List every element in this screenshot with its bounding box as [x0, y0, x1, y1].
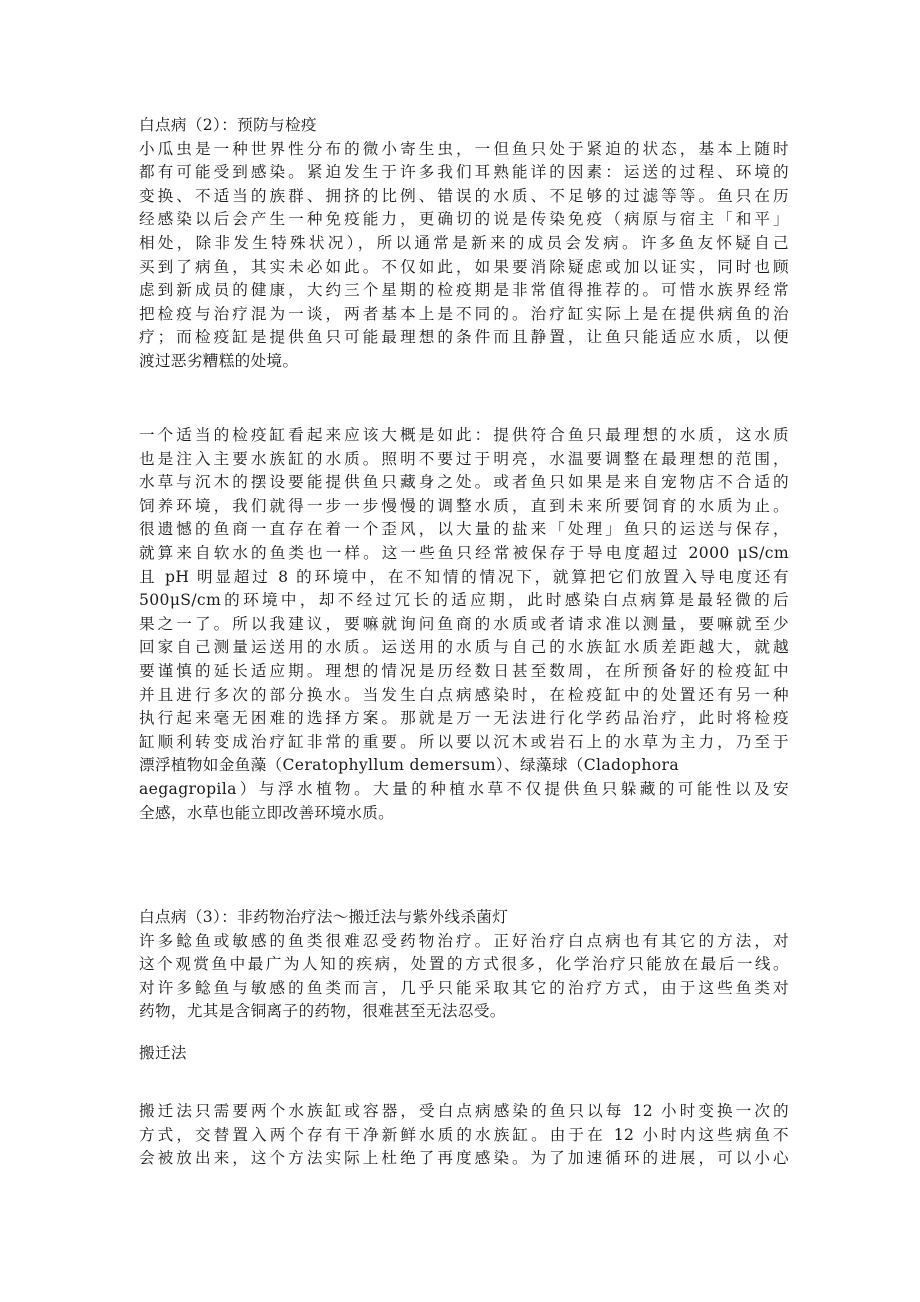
text-line: 缸顺利转变成治疗缸非常的重要。所以要以沉木或岩石上的水草为主力，乃至于 — [139, 732, 789, 751]
text-line: 全感，水草也能立即改善环境水质。 — [139, 803, 395, 822]
text-line: 许多鲶鱼或敏感的鱼类很难忍受药物治疗。正好治疗白点病也有其它的方法，对 — [139, 931, 789, 950]
text-line: 且 pH 明显超过 8 的环境中，在不知情的情况下，就算把它们放置入导电度还有 — [139, 567, 789, 586]
text-line: 也是注入主要水族缸的水质。照明不要过于明亮，水温要调整在最理想的范围， — [139, 449, 789, 468]
text-line: 漂浮植物如金鱼藻（Ceratophyllum demersum）、绿藻球（Cladophora — [139, 756, 679, 775]
text-line: 药物，尤其是含铜离子的药物，很难甚至无法忍受。 — [139, 1002, 506, 1021]
text-line: 变换、不适当的族群、拥挤的比例、错误的水质、不足够的过滤等等。鱼只在历 — [139, 186, 789, 205]
subheading-block — [139, 1042, 789, 1066]
section-3-paragraph-2 — [139, 1100, 789, 1171]
text-line: 方式，交替置入两个存有干净新鲜水质的水族缸。由于在 12 小时内这些病鱼不 — [139, 1125, 789, 1144]
section-3-title: 白点病（3）：非药物治疗法～搬迁法与紫外线杀菌灯 — [139, 908, 509, 926]
text-line: 对许多鲶鱼与敏感的鱼类而言，几乎只能采取其它的治疗方式，由于这些鱼类对 — [139, 978, 789, 997]
text-line: 搬迁法只需要两个水族缸或容器，受白点病感染的鱼只以每 12 小时变换一次的 — [139, 1102, 789, 1120]
text-line: 虑到新成员的健康，大约三个星期的检疫期是非常值得推荐的。可惜水族界经常 — [139, 281, 789, 300]
text-line: 饲养环境，我们就得一步一步慢慢的调整水质，直到未来所要饲育的水质为止。 — [139, 496, 789, 515]
text-line: 500μS/cm的环境中，却不经过冗长的适应期，此时感染白点病算是最轻微的后 — [139, 591, 789, 610]
section-2-title-block — [139, 114, 789, 138]
section-3-title-block — [139, 906, 789, 930]
text-line: 要谨慎的延长适应期。理想的情况是历经数日甚至数周，在所预备好的检疫缸中 — [139, 661, 789, 680]
text-line: 并且进行多次的部分换水。当发生白点病感染时，在检疫缸中的处置还有另一种 — [139, 685, 789, 704]
text-line: 小瓜虫是一种世界性分布的微小寄生虫，一但鱼只处于紧迫的状态，基本上随时 — [139, 139, 789, 158]
section-2-paragraph-2 — [139, 424, 789, 825]
text-line: 疗；而检疫缸是提供鱼只可能最理想的条件而且静置，让鱼只能适应水质，以便 — [139, 328, 789, 347]
text-line: 经感染以后会产生一种免疫能力，更确切的说是传染免疫（病原与宿主「和平」 — [139, 210, 789, 229]
text-line: 一个适当的检疫缸看起来应该大概是如此：提供符合鱼只最理想的水质，这水质 — [139, 426, 789, 444]
text-line: 把检疫与治疗混为一谈，两者基本上是不同的。治疗缸实际上是在提供病鱼的治 — [139, 304, 789, 323]
text-line: 很遗憾的鱼商一直存在着一个歪风，以大量的盐来「处理」鱼只的运送与保存， — [139, 520, 789, 539]
section-3-paragraph-1 — [139, 930, 789, 1024]
text-line: 就算来自软水的鱼类也一样。这一些鱼只经常被保存于导电度超过 2000 μS/cm — [139, 543, 789, 562]
text-line: 果之一了。所以我建议，要嘛就询问鱼商的水质或者请求准以测量，要嘛就至少 — [139, 614, 789, 633]
subheading-relocation-method: 搬迁法 — [139, 1044, 187, 1062]
text-line: 都有可能受到感染。紧迫发生于许多我们耳熟能详的因素：运送的过程、环境的 — [139, 163, 789, 182]
text-line: 买到了病鱼，其实未必如此。不仅如此，如果要消除疑虑或加以证实，同时也顾 — [139, 257, 789, 276]
text-line: 水草与沉木的摆设要能提供鱼只藏身之处。或者鱼只如果是来自宠物店不合适的 — [139, 473, 789, 492]
section-2-title: 白点病（2）：预防与检疫 — [139, 116, 317, 134]
text-line: 回家自己测量运送用的水质。运送用的水质与自己的水族缸水质差距越大，就越 — [139, 638, 789, 657]
text-line: 这个观赏鱼中最广为人知的疾病，处置的方式很多，化学治疗只能放在最后一线。 — [139, 955, 789, 974]
text-line: 执行起来毫无困难的选择方案。那就是万一无法进行化学药品治疗，此时将检疫 — [139, 709, 789, 728]
text-line: 相处，除非发生特殊状况），所以通常是新来的成员会发病。许多鱼友怀疑自己 — [139, 233, 789, 252]
text-line: 会被放出来，这个方法实际上杜绝了再度感染。为了加速循环的进展，可以小心 — [139, 1149, 789, 1168]
text-line: aegagropila）与浮水植物。大量的种植水草不仅提供鱼只躲藏的可能性以及安 — [139, 779, 789, 798]
section-2-paragraph-1 — [139, 138, 789, 374]
text-line: 渡过恶劣糟糕的处境。 — [139, 351, 299, 370]
